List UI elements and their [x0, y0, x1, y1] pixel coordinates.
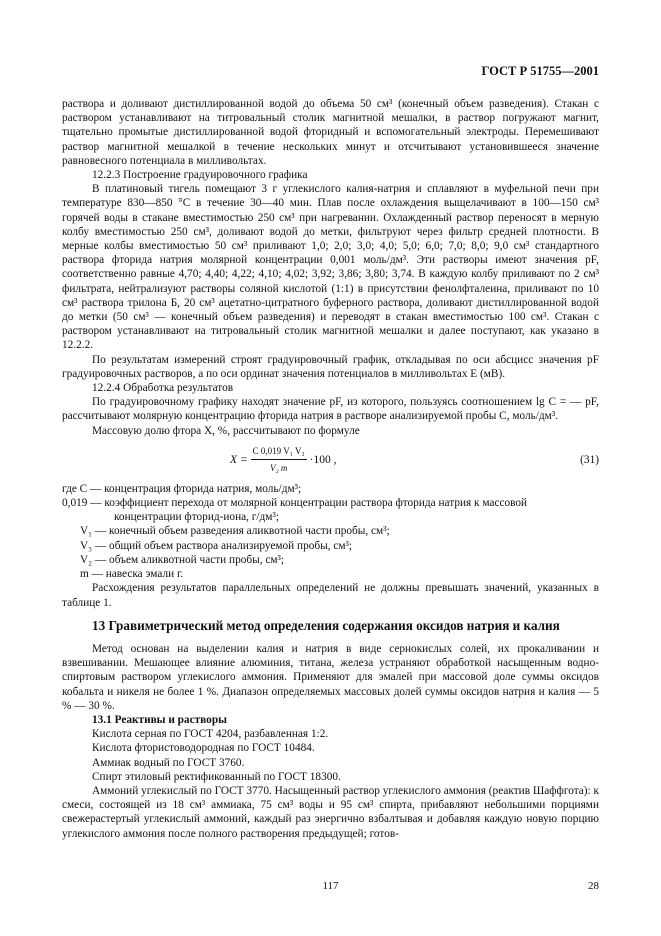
formula-numerator: C 0,019 V₁ V₃: [251, 444, 307, 460]
formula-31: [62, 440, 599, 480]
formula-expression: [230, 444, 336, 475]
definition-continuation: концентрации фторид-иона, г/дм³;: [114, 511, 279, 524]
page-body: [62, 97, 599, 841]
paragraph: Метод основан на выделении калия и натрия в виде сернокислых солей, их прокаливании и взвешивании. Мешающее влияние алюминия, титана, железа устраняют обработкой насыщенным водно-спиртовым раствором углекислого аммония. Применяют для эмалей при массовой доле суммы оксидов кобальта и никеля не более 1 %. Диапазон определяемых массовых долей суммы оксидов натрия и калия — 5 % — 30 %.: [62, 642, 599, 712]
reagent-item: Кислота серная по ГОСТ 4204, разбавленная 1:2.: [92, 728, 329, 741]
definition: 0,019 — коэффициент перехода от молярной концентрации раствора фторида натрия к массовой: [62, 497, 528, 510]
definition: V₃ — общий объем раствора анализируемой пробы, см³;: [80, 539, 353, 552]
definition: m — навеска эмали г.: [80, 568, 184, 581]
reagent-item: Спирт этиловый ректификованный по ГОСТ 18300.: [92, 770, 341, 783]
definition: V₁ — конечный объем разведения аликвотной части пробы, см³;: [80, 525, 390, 538]
section-heading-12-2-3: 12.2.3 Построение градуировочного графика: [92, 169, 308, 182]
formula-tail: ·100 ,: [309, 453, 337, 466]
section-heading-13-1: 13.1 Реактивы и растворы: [92, 713, 227, 726]
reagent-item: Аммиак водный по ГОСТ 3760.: [92, 756, 245, 769]
paragraph: Аммоний углекислый по ГОСТ 3770. Насыщенный раствор углекислого аммония (реактив Шаффгота): к смеси, состоящей из 18 см³ аммиака, 75 см³ воды и 95 см³ спирта, прибавляют небольшими порциями свежерастертый углекислый аммоний, каждый раз энергично взбалтывая и добавляя каждую новую порцию углекислого аммония после полного растворения предыдущей; готов-: [62, 784, 599, 840]
paragraph: По градуировочному графику находят значение pF, из которого, пользуясь соотношением lg C = — pF, рассчитывают молярную концентрацию фторида натрия в растворе анализируемой пробы C, моль/дм³.: [62, 396, 599, 423]
paragraph: В платиновый тигель помещают 3 г углекислого калия-натрия и сплавляют в муфельной печи при температуре 830—850 °С в течение 30—40 мин. Плав после охлаждения выщелачивают в 100—150 см³ горячей воды в стакане вместимостью 250 см³ при нагревании. Охлажденный раствор переносят в мерную колбу вместимостью 250 см³, доливают водой до метки, фильтруют через фильтр средней плотности. В мерные колбы вместимостью 50 см³ приливают 1,0; 2,0; 3,0; 4,0; 5,0; 6,0; 7,0; 8,0; 9,0 см³ стандартного раствора фторида натрия молярной концентрации 0,001 моль/дм³. Эти растворы имеют значения pF, соответственно равные 4,70; 4,40; 4,22; 4,10; 4,02; 3,92; 3,86; 3,80; 3,74. В каждую колбу приливают по 2 см³ фильтрата, нейтрализуют растворы соляной кислотой (1:1) в присутствии фенолфталеина, приливают по 10 см³ раствора трилона Б, 20 см³ ацетатно-цитратного буферного раствора, доливают дистиллированной водой до метки (50 см³ — конечный объем разведения) и переводят в стакан вместимостью 100 см³. Стакан с раствором устанавливают на титровальный столик магнитной мешалки и далее поступают, как указано в 12.2.2.: [62, 183, 599, 352]
document-code: ГОСТ Р 51755—2001: [481, 64, 599, 78]
section-heading-13: 13 Гравиметрический метод определения содержания оксидов натрия и калия: [92, 617, 560, 633]
formula-fraction: [251, 444, 307, 475]
formula-denominator: V₂ m: [269, 463, 288, 474]
definition: где C — концентрация фторида натрия, моль/дм³;: [62, 482, 302, 495]
reagent-item: Кислота фтористоводородная по ГОСТ 10484.: [92, 742, 315, 755]
section-heading-12-2-4: 12.2.4 Обработка результатов: [92, 382, 234, 395]
formula-number: (31): [580, 453, 599, 466]
paragraph: По результатам измерений строят градуировочный график, откладывая по оси абсцисс значения pF градуировочных растворов, а по оси ординат значения потенциалов в милливольтах E (мВ).: [62, 353, 599, 380]
sheet-number: 28: [588, 880, 599, 892]
formula-lhs: X =: [230, 453, 248, 466]
paragraph: Расхождения результатов параллельных определений не должны превышать значений, указанных в таблице 1.: [62, 582, 599, 609]
paragraph: раствора и доливают дистиллированной водой до объема 50 см³ (конечный объем разведения). Стакан с раствором устанавливают на титровальный столик магнитной мешалки, в раствор погружают магнит, тщательно промытые дистиллированной водой фторидный и вспомогательный электроды. Перемешивают раствор магнитной мешалкой в течение нескольких минут и отсчитывают установившееся значение равновесного потенциала в милливольтах.: [62, 98, 599, 167]
definition: V₂ — объем аликвотной части пробы, см³;: [80, 553, 285, 566]
paragraph: Массовую долю фтора X, %, рассчитывают по формуле: [92, 424, 360, 437]
page-number: 117: [322, 880, 339, 892]
